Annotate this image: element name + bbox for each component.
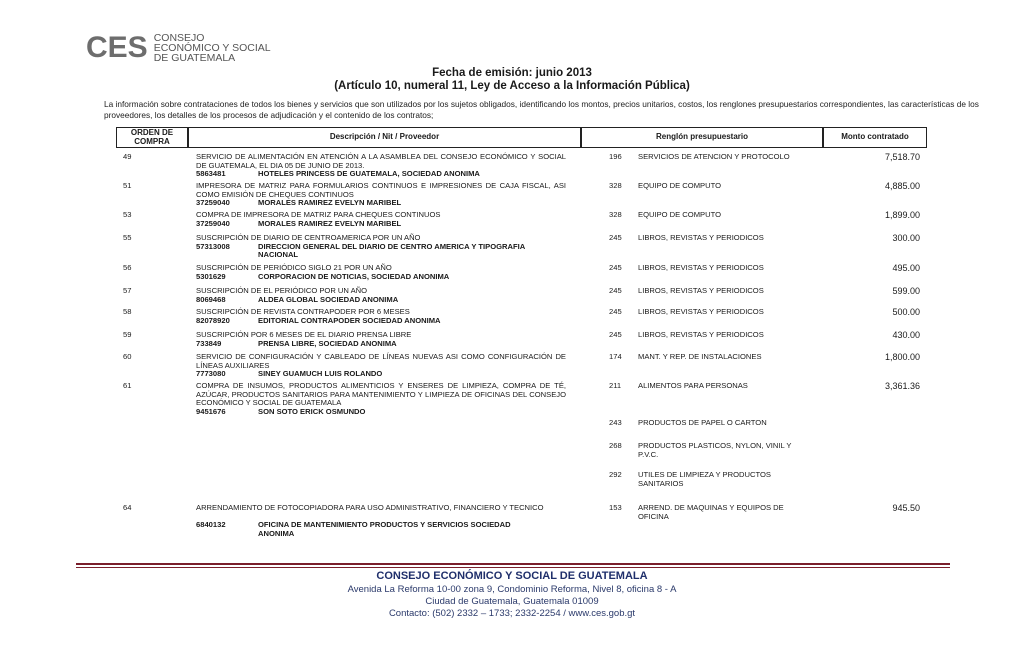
- footer-city: Ciudad de Guatemala, Guatemala 01009: [425, 596, 599, 607]
- budget-line-code: 328: [609, 210, 622, 219]
- column-header-orden: ORDEN DE COMPRA: [116, 127, 188, 148]
- order-number: 55: [123, 233, 132, 242]
- supplier-name: SON SOTO ERICK OSMUNDO: [258, 406, 366, 416]
- budget-line-code: 243: [609, 418, 622, 427]
- contract-amount: 430.00: [892, 330, 920, 340]
- budget-line-code: 292: [609, 470, 622, 479]
- contract-amount: 1,800.00: [884, 352, 920, 362]
- footer-divider: [76, 563, 950, 565]
- budget-line-name: PRODUCTOS PLASTICOS, NYLON, VINIL Y P.V.C.: [638, 441, 792, 459]
- supplier-nit: 5863481: [196, 169, 226, 178]
- budget-line-code: 245: [609, 263, 622, 272]
- contract-amount: 495.00: [892, 263, 920, 273]
- table-header: [116, 127, 982, 150]
- contract-amount: 300.00: [892, 233, 920, 243]
- budget-line-name: LIBROS, REVISTAS Y PERIODICOS: [638, 263, 764, 272]
- order-number: 51: [123, 181, 132, 190]
- contract-amount: 4,885.00: [884, 181, 920, 191]
- footer-title: CONSEJO ECONÓMICO Y SOCIAL DE GUATEMALA: [376, 570, 648, 582]
- supplier-nit: 9451676: [196, 406, 226, 416]
- supplier-name: CORPORACION DE NOTICIAS, SOCIEDAD ANONIMA: [258, 271, 450, 281]
- budget-line-name: LIBROS, REVISTAS Y PERIODICOS: [638, 307, 764, 316]
- logo-line-1: CONSEJO: [153, 32, 205, 44]
- item-description: COMPRA DE INSUMOS, PRODUCTOS ALIMENTICIOS Y ENSERES DE LIMPIEZA, COMPRA DE TÉ, AZÚCAR, PRODUCTOS SANITARIOS PARA MANTENIMIENTO Y LIMPIEZA DE OFICINAS DEL CONSEJO ECONÓMICO Y SOCIAL DE GUATEMALA: [196, 381, 566, 407]
- item-description: SUSCRIPCIÓN DE EL PERIÓDICO POR UN AÑO: [196, 286, 368, 295]
- budget-line-code: 245: [609, 307, 622, 316]
- budget-line-name: EQUIPO DE COMPUTO: [638, 181, 721, 190]
- supplier-nit: 82078920: [196, 315, 230, 325]
- column-header-monto: Monto contratado: [823, 127, 927, 148]
- supplier-nit: 37259040: [196, 198, 230, 207]
- intro-paragraph: La información sobre contrataciones de todos los bienes y servicios que son utilizados por los sujetos obligados, identificando los montos, precios unitarios, costos, los renglones presupuestarios correspondientes, las características de los proveedores, los detalles de los procesos de adjudicación y el contenido de los contratos;: [104, 99, 979, 120]
- supplier-name: DIRECCION GENERAL DEL DIARIO DE CENTRO AMERICA Y TIPOGRAFIA NACIONAL: [258, 241, 525, 259]
- budget-line-name: ALIMENTOS PARA PERSONAS: [638, 381, 748, 390]
- budget-line-code: 174: [609, 352, 622, 361]
- supplier-name: OFICINA DE MANTENIMIENTO PRODUCTOS Y SERVICIOS SOCIEDAD ANONIMA: [258, 520, 511, 538]
- item-description: COMPRA DE IMPRESORA DE MATRIZ PARA CHEQUES CONTINUOS: [196, 210, 441, 219]
- order-number: 56: [123, 263, 132, 272]
- order-number: 53: [123, 210, 132, 219]
- supplier-nit: 733849: [196, 338, 222, 348]
- budget-line-code: 211: [609, 381, 622, 390]
- legal-reference-heading: (Artículo 10, numeral 11, Ley de Acceso a la Información Pública): [334, 80, 690, 92]
- order-number: 58: [123, 307, 132, 316]
- budget-line-name: MANT. Y REP. DE INSTALACIONES: [638, 352, 762, 361]
- budget-line-code: 245: [609, 330, 622, 339]
- contract-amount: 500.00: [892, 307, 920, 317]
- budget-line-name: LIBROS, REVISTAS Y PERIODICOS: [638, 286, 764, 295]
- contract-amount: 945.50: [892, 503, 920, 513]
- item-description: SUSCRIPCIÓN DE PERIÓDICO SIGLO 21 POR UN AÑO: [196, 263, 392, 272]
- item-description: SERVICIO DE CONFIGURACIÓN Y CABLEADO DE LÍNEAS NUEVAS ASI COMO CONFIGURACIÓN DE LÍNEAS AUXILIARES: [196, 352, 566, 370]
- order-number: 60: [123, 352, 132, 361]
- budget-line-code: 245: [609, 233, 622, 242]
- supplier-nit: 6840132: [196, 520, 226, 529]
- supplier-nit: 37259040: [196, 218, 230, 228]
- contract-amount: 7,518.70: [884, 152, 920, 162]
- supplier-name: MORALES RAMIREZ EVELYN MARIBEL: [258, 198, 402, 207]
- contract-amount: 599.00: [892, 286, 920, 296]
- budget-line-name: UTILES DE LIMPIEZA Y PRODUCTOS SANITARIOS: [638, 470, 771, 488]
- budget-line-name: PRODUCTOS DE PAPEL O CARTON: [638, 418, 767, 427]
- contracts-table: [116, 127, 982, 538]
- supplier-nit: 57313008: [196, 241, 230, 251]
- ces-logo: [86, 33, 271, 63]
- order-number: 64: [123, 503, 132, 512]
- order-number: 59: [123, 330, 132, 339]
- logo-line-3: DE GUATEMALA: [153, 52, 236, 64]
- column-header-descripcion: Descripción / Nit / Proveedor: [188, 127, 581, 148]
- order-number: 57: [123, 286, 132, 295]
- budget-line-name: LIBROS, REVISTAS Y PERIODICOS: [638, 330, 764, 339]
- supplier-name: SINEY GUAMUCH LUIS ROLANDO: [258, 369, 383, 378]
- order-number: 49: [123, 152, 132, 161]
- supplier-name: MORALES RAMIREZ EVELYN MARIBEL: [258, 218, 402, 228]
- contract-amount: 1,899.00: [884, 210, 920, 220]
- logo-text: [154, 33, 271, 63]
- footer-address: Avenida La Reforma 10-00 zona 9, Condominio Reforma, Nivel 8, oficina 8 - A: [347, 584, 677, 595]
- budget-line-name: LIBROS, REVISTAS Y PERIODICOS: [638, 233, 764, 242]
- item-description: ARRENDAMIENTO DE FOTOCOPIADORA PARA USO ADMINISTRATIVO, FINANCIERO Y TECNICO: [196, 503, 544, 512]
- item-description: SERVICIO DE ALIMENTACIÓN EN ATENCIÓN A LA ASAMBLEA DEL CONSEJO ECONÓMICO Y SOCIAL DE GUATEMALA, EL DIA 05 DE JUNIO DE 2013.: [196, 152, 566, 170]
- budget-line-code: 196: [609, 152, 622, 161]
- column-header-renglon: Renglón presupuestario: [581, 127, 823, 148]
- item-description: SUSCRIPCIÓN DE REVISTA CONTRAPODER POR 6 MESES: [196, 307, 410, 316]
- budget-line-name: ARREND. DE MAQUINAS Y EQUIPOS DE OFICINA: [638, 503, 784, 521]
- logo-acronym: CES: [86, 31, 148, 64]
- budget-line-code: 245: [609, 286, 622, 295]
- supplier-name: ALDEA GLOBAL SOCIEDAD ANONIMA: [258, 294, 399, 304]
- footer-contact: Contacto: (502) 2332 – 1733; 2332-2254 / www.ces.gob.gt: [388, 608, 636, 619]
- logo-line-2: ECONÓMICO Y SOCIAL: [153, 42, 271, 54]
- contract-amount: 3,361.36: [884, 381, 920, 391]
- supplier-name: PRENSA LIBRE, SOCIEDAD ANONIMA: [258, 338, 397, 348]
- item-description: SUSCRIPCIÓN DE DIARIO DE CENTROAMERICA POR UN AÑO: [196, 233, 421, 242]
- footer-divider-thin: [76, 567, 950, 568]
- issue-date-heading: Fecha de emisión: junio 2013: [432, 67, 592, 79]
- budget-line-code: 268: [609, 441, 622, 450]
- budget-line-code: 153: [609, 503, 622, 512]
- supplier-name: EDITORIAL CONTRAPODER SOCIEDAD ANONIMA: [258, 315, 441, 325]
- budget-line-code: 328: [609, 181, 622, 190]
- item-description: IMPRESORA DE MATRIZ PARA FORMULARIOS CONTINUOS E IMPRESIONES DE CAJA FISCAL, ASI COMO EMISIÓN DE CHEQUES CONTINUOS: [196, 181, 566, 199]
- order-number: 61: [123, 381, 132, 390]
- supplier-nit: 8069468: [196, 294, 226, 304]
- supplier-nit: 5301629: [196, 271, 226, 281]
- supplier-name: HOTELES PRINCESS DE GUATEMALA, SOCIEDAD ANONIMA: [258, 169, 480, 178]
- budget-line-name: SERVICIOS DE ATENCION Y PROTOCOLO: [638, 152, 790, 161]
- item-description: SUSCRIPCIÓN POR 6 MESES DE EL DIARIO PRENSA LIBRE: [196, 330, 412, 339]
- supplier-nit: 7773080: [196, 369, 226, 378]
- budget-line-name: EQUIPO DE COMPUTO: [638, 210, 721, 219]
